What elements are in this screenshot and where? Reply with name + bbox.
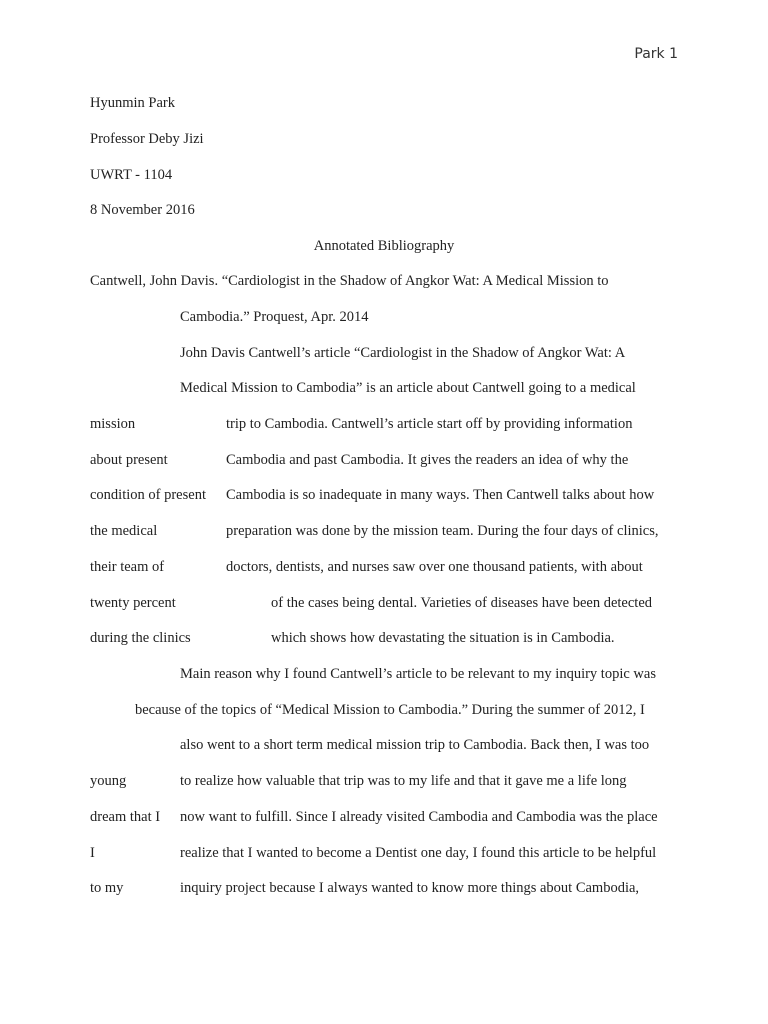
citation-line-2: Cambodia.” Proquest, Apr. 2014 [180,309,369,325]
course-code: UWRT - 1104 [90,167,173,183]
annotation-p1-line-6-right: preparation was done by the mission team. During the four days of clinics, [226,523,659,539]
annotation-p2-line-6-left: I [90,845,95,861]
page-number: Park 1 [634,46,678,62]
professor-name: Professor Deby Jizi [90,131,204,147]
annotation-p1-line-9-left: during the clinics [90,630,191,646]
annotation-p1-line-9-right: which shows how devastating the situation is in Cambodia. [271,630,615,646]
annotation-p2-line-7-right: inquiry project because I always wanted to know more things about Cambodia, [180,880,640,896]
annotation-p2-line-6-right: realize that I wanted to become a Dentist one day, I found this article to be helpful [180,845,657,861]
annotation-p1-line-3-left: mission [90,416,136,432]
annotation-p1-line-7-right: doctors, dentists, and nurses saw over one thousand patients, with about [226,559,643,575]
annotation-p1-line-5-left: condition of present [90,487,206,503]
annotation-p1-line-6-left: the medical [90,523,158,539]
annotation-p2-line-2: because of the topics of “Medical Mission to Cambodia.” During the summer of 2012, I [135,702,645,718]
annotation-p2-line-1: Main reason why I found Cantwell’s article to be relevant to my inquiry topic was [180,666,656,682]
annotation-p2-line-7-left: to my [90,880,124,896]
annotation-p2-line-4-left: young [90,773,127,789]
document-title: Annotated Bibliography [313,238,455,254]
annotation-p1-line-8-left: twenty percent [90,595,176,611]
annotation-p1-line-2: Medical Mission to Cambodia” is an article about Cantwell going to a medical [180,380,636,396]
annotation-p2-line-4-right: to realize how valuable that trip was to my life and that it gave me a life long [180,773,627,789]
annotation-p1-line-8-right: of the cases being dental. Varieties of diseases have been detected [271,595,653,611]
document-date: 8 November 2016 [90,202,195,218]
annotation-p1-line-7-left: their team of [90,559,165,575]
annotation-p1-line-1: John Davis Cantwell’s article “Cardiologist in the Shadow of Angkor Wat: A [180,345,626,361]
annotation-p1-line-3-right: trip to Cambodia. Cantwell’s article start off by providing information [226,416,633,432]
author-name: Hyunmin Park [90,95,175,111]
annotation-p2-line-5-right: now want to fulfill. Since I already visited Cambodia and Cambodia was the place [180,809,658,825]
annotation-p2-line-5-left: dream that I [90,809,161,825]
citation-line-1: Cantwell, John Davis. “Cardiologist in the Shadow of Angkor Wat: A Medical Mission to [90,273,609,289]
annotation-p1-line-4-right: Cambodia and past Cambodia. It gives the readers an idea of why the [226,452,629,468]
annotation-p2-line-3: also went to a short term medical mission trip to Cambodia. Back then, I was too [180,737,650,753]
annotation-p1-line-5-right: Cambodia is so inadequate in many ways. Then Cantwell talks about how [226,487,655,503]
annotation-p1-line-4-left: about present [90,452,168,468]
